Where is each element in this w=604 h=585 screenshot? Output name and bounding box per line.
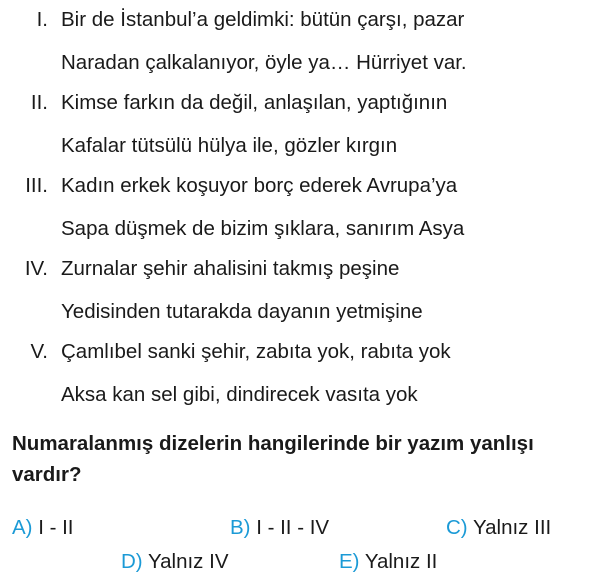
option-c[interactable] xyxy=(446,516,551,540)
option-b[interactable] xyxy=(230,516,329,540)
question-line-2: vardır? xyxy=(12,463,82,486)
stanza-3-line-1: Kadın erkek koşuyor borç ederek Avrupa’ya xyxy=(61,174,458,197)
question-stem xyxy=(12,428,602,490)
option-e[interactable] xyxy=(339,550,437,574)
option-b-text: I - II - IV xyxy=(256,516,330,539)
stanza-1-line-2: Naradan çalkalanıyor, öyle ya… Hürriyet var. xyxy=(61,51,467,74)
stanza-4-line-1: Zurnalar şehir ahalisini takmış peşine xyxy=(61,257,400,280)
stanza-3-line-2: Sapa düşmek de bizim şıklara, sanırım Asya xyxy=(61,217,465,240)
option-a-text: I - II xyxy=(38,516,74,539)
option-d[interactable] xyxy=(121,550,229,574)
option-b-letter: B) xyxy=(230,516,251,539)
option-e-letter: E) xyxy=(339,550,360,573)
option-e-text: Yalnız II xyxy=(364,550,438,573)
stanza-numeral-2: II. xyxy=(30,91,48,114)
option-c-letter: C) xyxy=(446,516,468,539)
stanza-numeral-4: IV. xyxy=(24,257,48,280)
question-line-1: Numaralanmış dizelerin hangilerinde bir yazım yanlışı xyxy=(12,432,534,455)
stanza-2-line-1: Kimse farkın da değil, anlaşılan, yaptığının xyxy=(61,91,448,114)
option-a-letter: A) xyxy=(12,516,33,539)
stanza-1-line-1: Bir de İstanbul’a geldimki: bütün çarşı, pazar xyxy=(61,8,465,31)
stanza-numeral-1: I. xyxy=(36,8,48,31)
stanza-2-line-2: Kafalar tütsülü hülya ile, gözler kırgın xyxy=(61,134,398,157)
option-a[interactable] xyxy=(12,516,74,540)
stanza-numeral-5: V. xyxy=(30,340,48,363)
option-c-text: Yalnız III xyxy=(472,516,552,539)
stanza-numeral-3: III. xyxy=(25,174,48,197)
stanza-5-line-1: Çamlıbel sanki şehir, zabıta yok, rabıta yok xyxy=(61,340,451,363)
stanza-4-line-2: Yedisinden tutarakda dayanın yetmişine xyxy=(61,300,423,323)
option-d-letter: D) xyxy=(121,550,143,573)
stanza-5-line-2: Aksa kan sel gibi, dindirecek vasıta yok xyxy=(61,383,418,406)
option-d-text: Yalnız IV xyxy=(147,550,229,573)
